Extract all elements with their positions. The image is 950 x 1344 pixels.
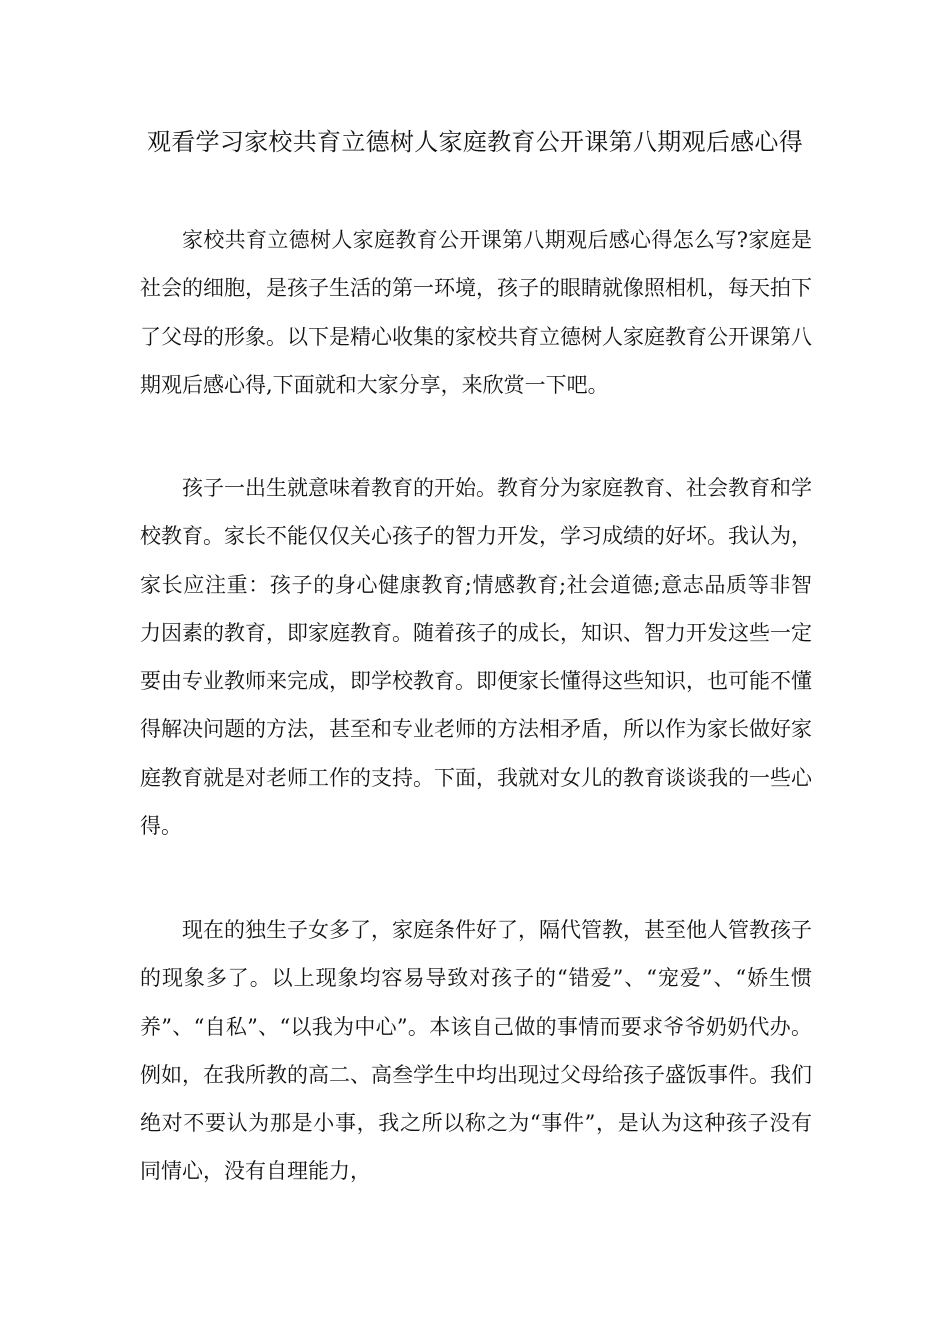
paragraph-education: 孩子一出生就意味着教育的开始。教育分为家庭教育、社会教育和学校教育。家长不能仅仅关心孩子的智力开发，学习成绩的好坏。我认为，家长应注重：孩子的身心健康教育;情感教育;社会道德;意志品质等非智力因素的教育，即家庭教育。随着孩子的成长，知识、智力开发这些一定要由专业教师来完成，即学校教育。即便家长懂得这些知识，也可能不懂得解决问题的方法，甚至和专业老师的方法相矛盾，所以作为家长做好家庭教育就是对老师工作的支持。下面，我就对女儿的教育谈谈我的一些心得。: [140, 476, 812, 839]
paragraph-only-child: 现在的独生子女多了，家庭条件好了，隔代管教，甚至他人管教孩子的现象多了。以上现象均容易导致对孩子的“错爱”、“宠爱”、“娇生惯养”、“自私”、“以我为中心”。本该自己做的事情而要求爷爷奶奶代办。例如，在我所教的高二、高叁学生中均出现过父母给孩子盛饭事件。我们绝对不要认为那是小事，我之所以称之为“事件”，是认为这种孩子没有同情心，没有自理能力，: [140, 918, 812, 1184]
document-title: 观看学习家校共育立德树人家庭教育公开课第八期观后感心得: [146, 128, 804, 156]
paragraph-intro: 家校共育立德树人家庭教育公开课第八期观后感心得怎么写?家庭是社会的细胞，是孩子生活的第一环境，孩子的眼睛就像照相机，每天拍下了父母的形象。以下是精心收集的家校共育立德树人家庭教育公开课第八期观后感心得,下面就和大家分享，来欣赏一下吧。: [140, 228, 812, 397]
